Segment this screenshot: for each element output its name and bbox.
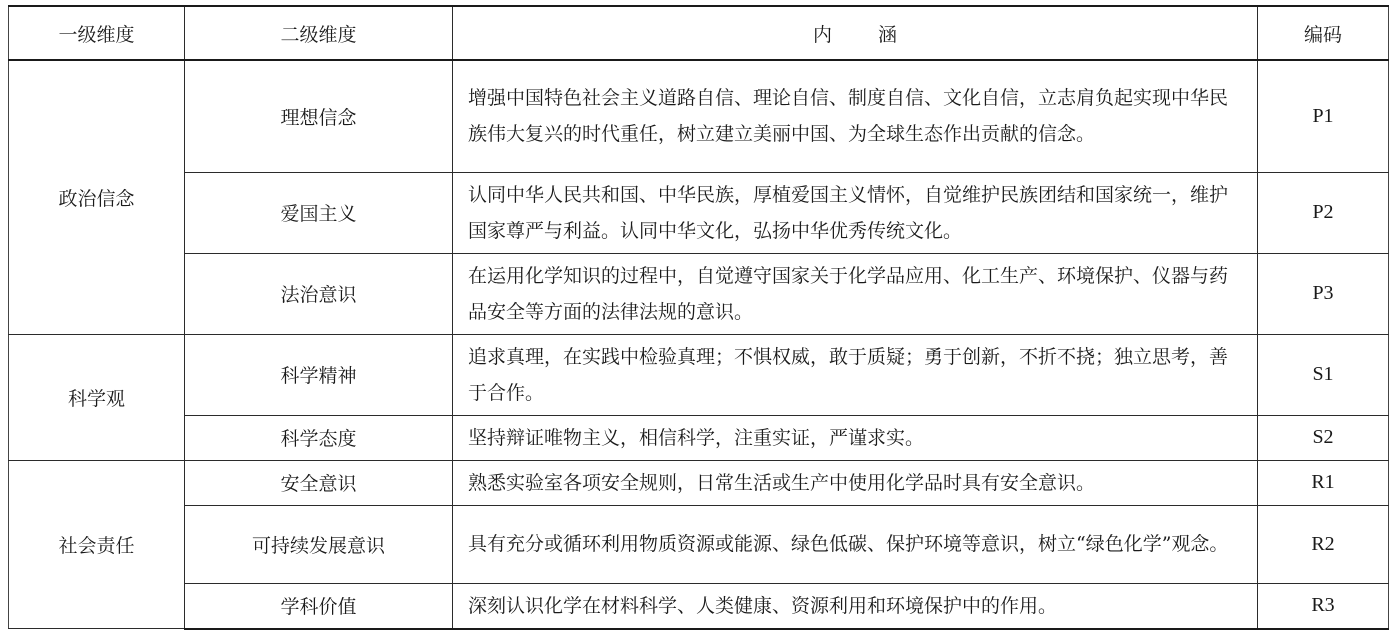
content-text: 坚持辩证唯物主义，相信科学，注重实证，严谨求实。 — [468, 426, 925, 449]
code-cell — [1258, 583, 1389, 629]
code-cell — [1258, 415, 1389, 460]
content-cell — [453, 505, 1258, 583]
code-cell — [1258, 505, 1389, 583]
header-code-text: 编码 — [1303, 23, 1342, 46]
level2-cell — [185, 460, 453, 505]
header-code — [1258, 6, 1389, 60]
table-row — [9, 415, 1389, 460]
content-text: 具有充分或循环利用物质资源或能源、绿色低碳、保护环境等意识，树立“绿色化学”观念。 — [468, 533, 1229, 555]
group-scientific-view — [9, 334, 185, 460]
header-content-char1: 内 — [812, 23, 832, 46]
header-level2-text: 二级维度 — [280, 23, 357, 46]
level2-cell — [185, 334, 453, 415]
content-text: 熟悉实验室各项安全规则，日常生活或生产中使用化学品时具有安全意识。 — [468, 471, 1096, 494]
code-text: P1 — [1312, 104, 1334, 127]
level2-label: 科学态度 — [280, 428, 357, 450]
content-text: 增强中国特色社会主义道路自信、理论自信、制度自信、文化自信，立志肩负起实现中华民族伟大复兴的时代重任，树立建立美丽中国、为全球生态作出贡献的信念。 — [468, 87, 1229, 146]
code-text: R1 — [1311, 471, 1335, 493]
level2-cell — [185, 60, 453, 172]
table-row — [9, 583, 1389, 629]
content-text: 在运用化学知识的过程中，自觉遵守国家关于化学品应用、化工生产、环境保护、仪器与药品安全等方面的法律法规的意识。 — [468, 264, 1229, 323]
header-level1-text: 一级维度 — [58, 23, 135, 46]
code-cell — [1258, 334, 1389, 415]
code-cell — [1258, 60, 1389, 172]
level2-cell — [185, 415, 453, 460]
dimensions-table — [8, 5, 1389, 630]
content-text: 追求真理，在实践中检验真理；不惧权威，敢于质疑；勇于创新，不折不挠；独立思考，善于合作。 — [468, 345, 1229, 404]
level2-label: 法治意识 — [280, 284, 357, 306]
group-political-belief — [9, 60, 185, 334]
table-row — [9, 505, 1389, 583]
content-cell — [453, 460, 1258, 505]
header-content-char2: 涵 — [878, 23, 898, 46]
table-row — [9, 172, 1389, 253]
level2-cell — [185, 172, 453, 253]
code-text: R3 — [1311, 594, 1335, 616]
header-content — [453, 6, 1258, 60]
level2-label: 可持续发展意识 — [251, 534, 385, 557]
code-cell — [1258, 460, 1389, 505]
content-cell — [453, 253, 1258, 334]
content-cell — [453, 415, 1258, 460]
group-label: 社会责任 — [58, 534, 135, 557]
level2-cell — [185, 253, 453, 334]
level2-label: 理想信念 — [280, 106, 357, 129]
code-cell — [1258, 253, 1389, 334]
header-level2 — [185, 6, 453, 60]
group-label: 科学观 — [67, 387, 125, 410]
code-cell — [1258, 172, 1389, 253]
content-cell — [453, 60, 1258, 172]
content-text: 认同中华人民共和国、中华民族，厚植爱国主义情怀，自觉维护民族团结和国家统一，维护国家尊严与利益。认同中华文化，弘扬中华优秀传统文化。 — [468, 183, 1229, 242]
code-text: S2 — [1312, 426, 1334, 448]
table-row — [9, 460, 1389, 505]
code-text: P2 — [1312, 201, 1334, 223]
table-row — [9, 253, 1389, 334]
code-text: P3 — [1312, 282, 1334, 304]
level2-cell — [185, 505, 453, 583]
group-social-responsibility — [9, 460, 185, 629]
content-cell — [453, 172, 1258, 253]
content-cell — [453, 583, 1258, 629]
level2-label: 学科价值 — [280, 596, 357, 618]
level2-label: 安全意识 — [280, 473, 357, 495]
group-label: 政治信念 — [58, 187, 135, 210]
level2-label: 爱国主义 — [280, 203, 357, 225]
table-row — [9, 334, 1389, 415]
level2-label: 科学精神 — [280, 365, 357, 387]
header-level1 — [9, 6, 185, 60]
code-text: R2 — [1311, 532, 1335, 555]
table-row — [9, 60, 1389, 172]
content-cell — [453, 334, 1258, 415]
table-header-row — [9, 6, 1389, 60]
code-text: S1 — [1312, 363, 1334, 385]
level2-cell — [185, 583, 453, 629]
content-text: 深刻认识化学在材料科学、人类健康、资源利用和环境保护中的作用。 — [468, 594, 1058, 617]
